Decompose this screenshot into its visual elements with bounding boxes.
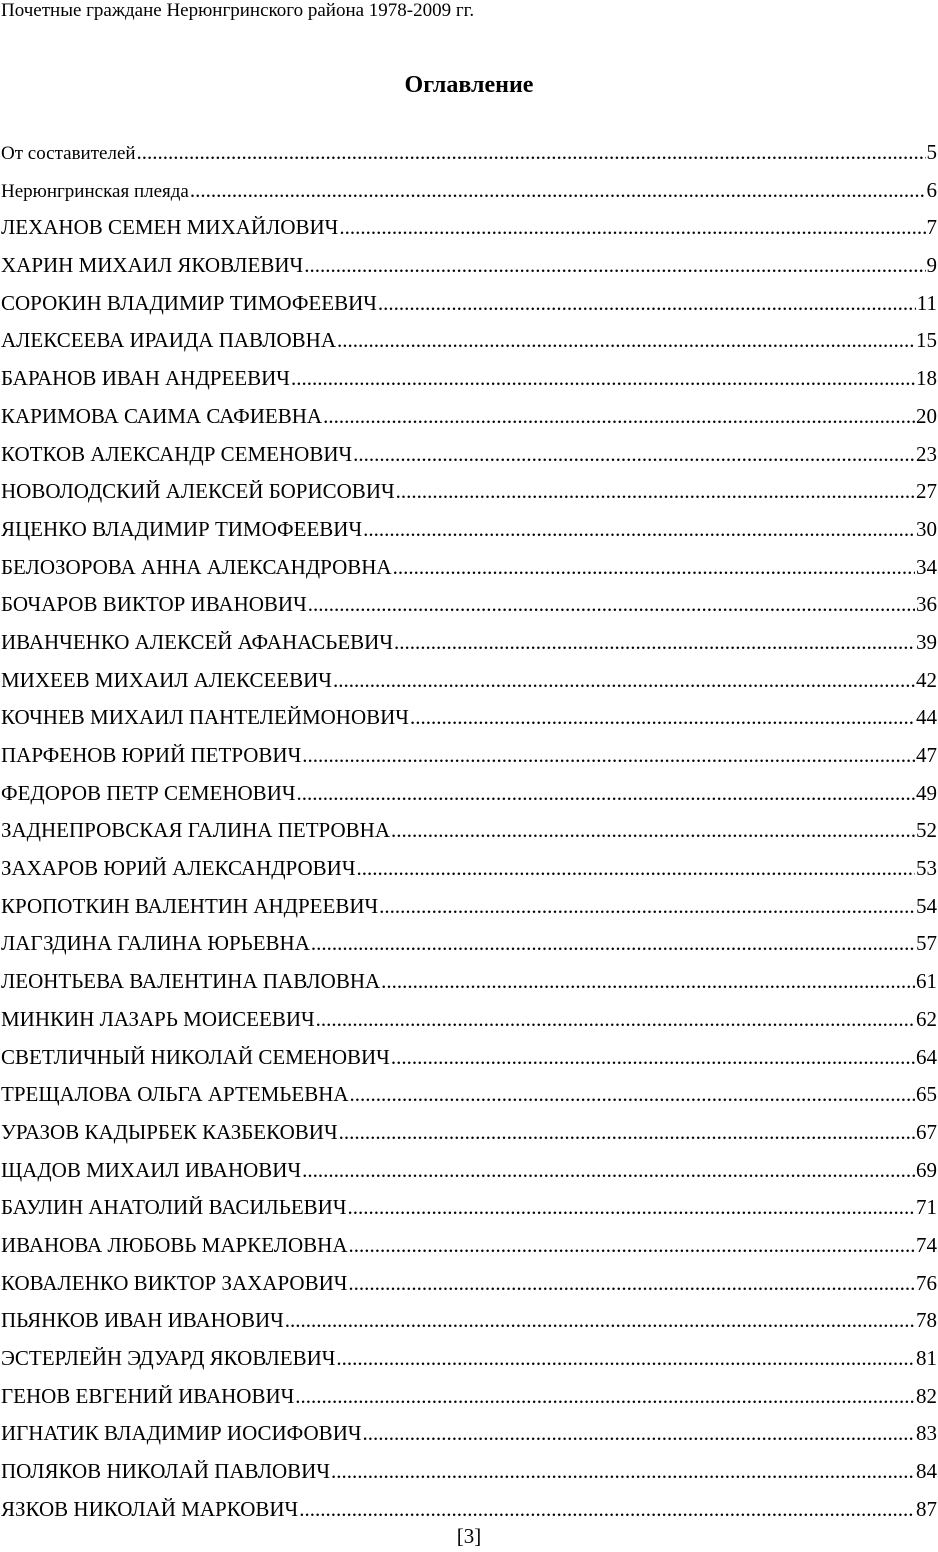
toc-leader-dots — [339, 210, 925, 244]
toc-leader-dots — [304, 248, 925, 282]
toc-entry[interactable] — [1, 1454, 937, 1492]
toc-entry-page: 64 — [916, 1044, 937, 1069]
toc-leader-dots — [331, 1454, 915, 1488]
toc-leader-dots — [190, 173, 926, 207]
toc-leader-dots — [323, 399, 915, 433]
toc-leader-dots — [393, 550, 915, 584]
toc-leader-dots — [394, 625, 915, 659]
toc-entry-label: ПЬЯНКОВ ИВАН ИВАНОВИЧ — [1, 1308, 284, 1333]
toc-entry-label: СОРОКИН ВЛАДИМИР ТИМОФЕЕВИЧ — [1, 290, 377, 315]
toc-entry[interactable] — [1, 1416, 937, 1454]
toc-entry-label: СВЕТЛИЧНЫЙ НИКОЛАЙ СЕМЕНОВИЧ — [1, 1044, 390, 1069]
toc-leader-dots — [396, 474, 915, 508]
toc-entry-page: 7 — [926, 215, 937, 240]
toc-entry-page: 61 — [916, 969, 937, 994]
toc-leader-dots — [379, 889, 915, 923]
toc-entry-page: 62 — [916, 1006, 937, 1031]
toc-leader-dots — [363, 512, 915, 546]
toc-entry[interactable] — [1, 1228, 937, 1266]
toc-entry[interactable] — [1, 851, 937, 889]
toc-entry[interactable] — [1, 399, 937, 437]
toc-entry-page: 39 — [916, 629, 937, 654]
toc-leader-dots — [308, 587, 915, 621]
toc-entry[interactable] — [1, 1303, 937, 1341]
toc-entry-label: Нерюнгринская плеяда — [1, 180, 189, 202]
toc-leader-dots — [299, 1492, 915, 1526]
toc-entry-page: 54 — [916, 893, 937, 918]
toc-entry-page: 6 — [926, 177, 937, 202]
toc-entry[interactable] — [1, 1115, 937, 1153]
toc-leader-dots — [285, 1303, 915, 1337]
toc-entry-label: ЭСТЕРЛЕЙН ЭДУАРД ЯКОВЛЕВИЧ — [1, 1346, 336, 1370]
toc-entry-page: 74 — [916, 1232, 937, 1257]
toc-entry[interactable] — [1, 964, 937, 1002]
toc-entry[interactable] — [1, 512, 937, 550]
toc-entry[interactable] — [1, 1341, 937, 1379]
toc-entry-page: 87 — [916, 1496, 937, 1521]
toc-entry-label: КОВАЛЕНКО ВИКТОР ЗАХАРОВИЧ — [1, 1270, 348, 1295]
toc-entry[interactable] — [1, 1040, 937, 1078]
toc-leader-dots — [353, 437, 915, 471]
toc-entry-page: 69 — [916, 1157, 937, 1182]
toc-entry-page: 9 — [926, 253, 937, 278]
toc-entry[interactable] — [1, 361, 937, 399]
toc-entry-label: БОЧАРОВ ВИКТОР ИВАНОВИЧ — [1, 592, 307, 617]
toc-entry-page: 82 — [916, 1383, 937, 1408]
toc-entry-page: 47 — [916, 743, 937, 767]
toc-entry-label: ЛЕХАНОВ СЕМЕН МИХАЙЛОВИЧ — [1, 215, 339, 240]
toc-entry-page: 34 — [916, 554, 937, 579]
table-of-contents — [1, 135, 937, 1529]
toc-leader-dots — [297, 776, 915, 810]
toc-entry-label: ЛАГЗДИНА ГАЛИНА ЮРЬЕВНА — [1, 931, 310, 956]
toc-entry-page: 67 — [916, 1119, 937, 1144]
toc-entry-page: 27 — [916, 479, 937, 504]
toc-entry[interactable] — [1, 1379, 937, 1417]
toc-entry-label: МИНКИН ЛАЗАРЬ МОИСЕЕВИЧ — [1, 1006, 315, 1031]
toc-entry-label: ЗАДНЕПРОВСКАЯ ГАЛИНА ПЕТРОВНА — [1, 818, 390, 843]
toc-entry-label: ИВАНЧЕНКО АЛЕКСЕЙ АФАНАСЬЕВИЧ — [1, 629, 393, 654]
toc-leader-dots — [381, 964, 915, 998]
toc-entry[interactable] — [1, 286, 937, 324]
toc-entry[interactable] — [1, 1153, 937, 1191]
toc-leader-dots — [363, 1416, 915, 1450]
toc-entry[interactable] — [1, 587, 937, 625]
toc-leader-dots — [316, 1002, 915, 1036]
toc-entry-label: ИВАНОВА ЛЮБОВЬ МАРКЕЛОВНА — [1, 1232, 348, 1257]
toc-entry-label: ПАРФЕНОВ ЮРИЙ ПЕТРОВИЧ — [1, 743, 302, 767]
toc-entry-label: ЯЦЕНКО ВЛАДИМИР ТИМОФЕЕВИЧ — [1, 516, 363, 541]
toc-entry-label: БАРАНОВ ИВАН АНДРЕЕВИЧ — [1, 366, 290, 391]
toc-entry[interactable] — [1, 926, 937, 964]
toc-leader-dots — [350, 1077, 915, 1111]
toc-entry[interactable] — [1, 1190, 937, 1228]
toc-leader-dots — [348, 1190, 916, 1224]
toc-entry[interactable] — [1, 700, 937, 738]
toc-entry-page: 20 — [916, 403, 937, 428]
toc-entry-label: БАУЛИН АНАТОЛИЙ ВАСИЛЬЕВИЧ — [1, 1195, 347, 1220]
toc-entry-page: 83 — [916, 1421, 937, 1446]
toc-leader-dots — [295, 1379, 915, 1413]
toc-leader-dots — [378, 286, 916, 320]
toc-entry-page: 5 — [926, 140, 937, 164]
toc-entry-page: 71 — [916, 1195, 937, 1220]
toc-entry-label: ГЕНОВ ЕВГЕНИЙ ИВАНОВИЧ — [1, 1383, 295, 1408]
toc-leader-dots — [356, 851, 915, 885]
toc-leader-dots — [337, 323, 915, 357]
toc-entry[interactable] — [1, 663, 937, 701]
toc-entry-page: 18 — [916, 366, 937, 391]
toc-entry-page: 78 — [916, 1308, 937, 1333]
toc-entry-page: 84 — [916, 1459, 937, 1484]
toc-entry-page: 15 — [916, 328, 937, 353]
toc-entry-label: ПОЛЯКОВ НИКОЛАЙ ПАВЛОВИЧ — [1, 1459, 330, 1484]
toc-entry-label: БЕЛОЗОРОВА АННА АЛЕКСАНДРОВНА — [1, 554, 392, 579]
toc-entry-label: ХАРИН МИХАИЛ ЯКОВЛЕВИЧ — [1, 253, 304, 278]
toc-leader-dots — [348, 1266, 915, 1300]
toc-leader-dots — [137, 135, 926, 169]
toc-entry-label: КОЧНЕВ МИХАИЛ ПАНТЕЛЕЙМОНОВИЧ — [1, 705, 409, 730]
toc-leader-dots — [391, 1040, 915, 1074]
toc-entry-page: 65 — [916, 1082, 937, 1107]
toc-entry-label: ФЕДОРОВ ПЕТР СЕМЕНОВИЧ — [1, 780, 296, 805]
toc-entry-page: 42 — [916, 667, 937, 692]
toc-entry-page: 57 — [916, 931, 937, 956]
toc-entry-label: ЯЗКОВ НИКОЛАЙ МАРКОВИЧ — [1, 1496, 299, 1521]
toc-entry[interactable] — [1, 813, 937, 851]
toc-entry[interactable] — [1, 135, 937, 173]
toc-entry[interactable] — [1, 1002, 937, 1040]
toc-leader-dots — [339, 1115, 915, 1149]
toc-entry-label: УРАЗОВ КАДЫРБЕК КАЗБЕКОВИЧ — [1, 1119, 338, 1144]
toc-entry[interactable] — [1, 323, 937, 361]
toc-leader-dots — [410, 700, 915, 734]
running-header: Почетные граждане Нерюнгринского района 1978-2009 гг. — [1, 0, 475, 21]
toc-entry[interactable] — [1, 173, 937, 211]
toc-entry[interactable] — [1, 550, 937, 588]
toc-entry-page: 81 — [916, 1346, 937, 1370]
toc-entry-page: 76 — [916, 1270, 937, 1295]
toc-leader-dots — [311, 926, 915, 960]
toc-entry-page: 36 — [916, 592, 937, 617]
toc-leader-dots — [333, 663, 915, 697]
toc-entry[interactable] — [1, 1266, 937, 1304]
toc-entry-page: 30 — [916, 516, 937, 541]
toc-entry[interactable] — [1, 437, 937, 475]
toc-entry-label: НОВОЛОДСКИЙ АЛЕКСЕЙ БОРИСОВИЧ — [1, 479, 395, 504]
toc-entry-label: МИХЕЕВ МИХАИЛ АЛЕКСЕЕВИЧ — [1, 667, 332, 692]
toc-title: Оглавление — [404, 72, 534, 98]
toc-entry-label: ЗАХАРОВ ЮРИЙ АЛЕКСАНДРОВИЧ — [1, 856, 356, 881]
toc-entry-label: ИГНАТИК ВЛАДИМИР ИОСИФОВИЧ — [1, 1421, 362, 1446]
toc-entry-label: От составителей — [1, 143, 136, 164]
toc-entry-label: ЩАДОВ МИХАИЛ ИВАНОВИЧ — [1, 1157, 302, 1182]
toc-entry-page: 52 — [916, 818, 937, 843]
toc-leader-dots — [302, 1153, 915, 1187]
toc-entry[interactable] — [1, 210, 937, 248]
toc-entry-page: 23 — [916, 441, 937, 466]
toc-leader-dots — [302, 738, 915, 772]
toc-entry[interactable] — [1, 738, 937, 776]
toc-entry[interactable] — [1, 776, 937, 814]
toc-leader-dots — [336, 1341, 915, 1375]
toc-entry-page: 44 — [916, 705, 937, 730]
toc-entry-page: 11 — [916, 290, 937, 315]
toc-entry[interactable] — [1, 474, 937, 512]
toc-leader-dots — [349, 1228, 916, 1262]
toc-entry-label: АЛЕКСЕЕВА ИРАИДА ПАВЛОВНА — [1, 328, 336, 353]
toc-entry[interactable] — [1, 1077, 937, 1115]
toc-entry-label: КОТКОВ АЛЕКСАНДР СЕМЕНОВИЧ — [1, 441, 353, 466]
toc-entry-label: ТРЕЩАЛОВА ОЛЬГА АРТЕМЬЕВНА — [1, 1082, 349, 1107]
toc-entry[interactable] — [1, 889, 937, 927]
toc-leader-dots — [391, 813, 915, 847]
toc-entry-label: КРОПОТКИН ВАЛЕНТИН АНДРЕЕВИЧ — [1, 893, 379, 918]
page-number: [3] — [456, 1524, 482, 1548]
toc-entry-label: ЛЕОНТЬЕВА ВАЛЕНТИНА ПАВЛОВНА — [1, 969, 381, 994]
toc-entry-label: КАРИМОВА САИМА САФИЕВНА — [1, 403, 323, 428]
toc-entry-page: 53 — [916, 856, 937, 881]
toc-entry-page: 49 — [916, 780, 937, 805]
toc-entry[interactable] — [1, 625, 937, 663]
toc-leader-dots — [291, 361, 915, 395]
toc-entry[interactable] — [1, 248, 937, 286]
